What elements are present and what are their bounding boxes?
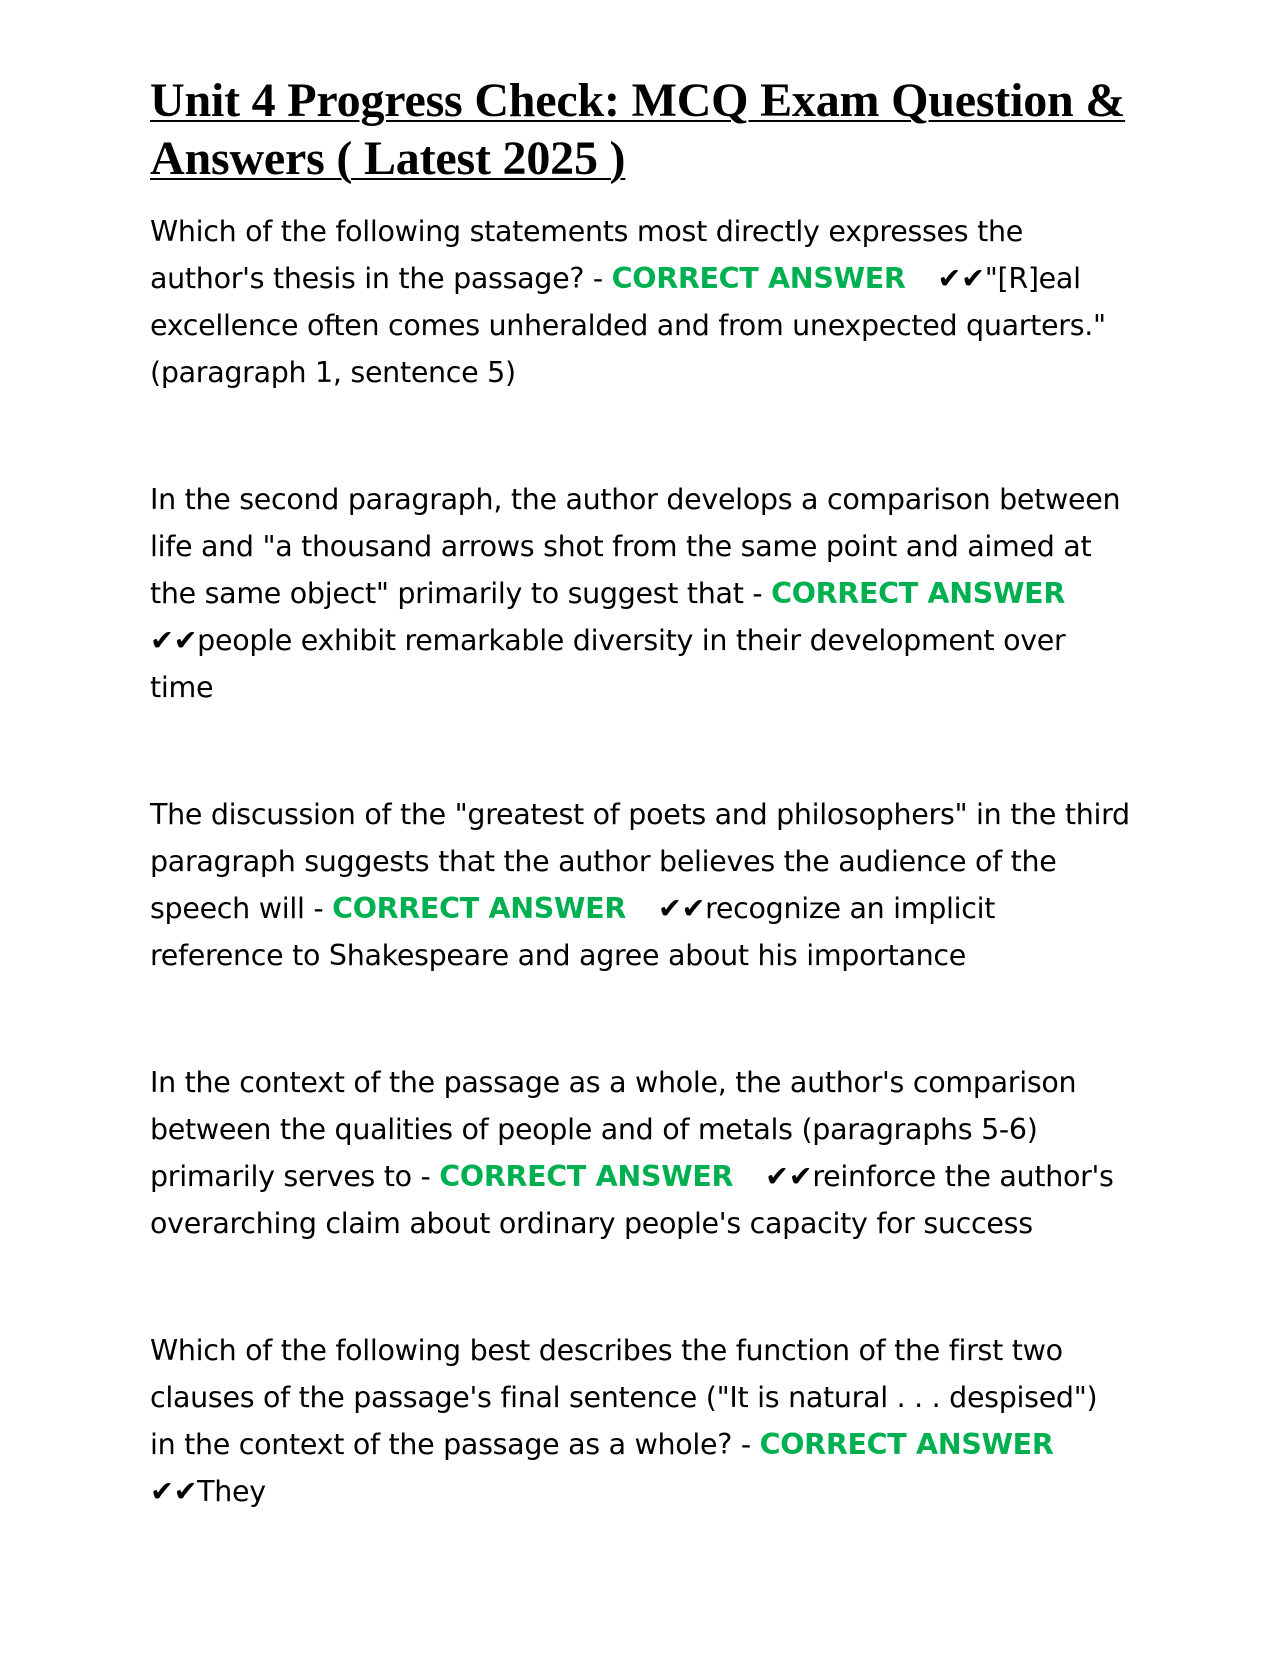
separator: - <box>592 262 603 295</box>
correct-answer-label: CORRECT ANSWER <box>611 262 906 295</box>
document-page <box>150 72 1130 1595</box>
check-icon: ✔✔ <box>150 1475 198 1508</box>
qa-item <box>150 791 1130 979</box>
question-text: In the context of the passage as a whole, the author's comparison between the qualities of people and of metals (paragraphs 5-6) primarily serves to <box>150 1066 1077 1193</box>
question-text: The discussion of the "greatest of poets and philosophers" in the third paragraph suggests that the author believes the audience of the speech will <box>150 798 1130 925</box>
correct-answer-label: CORRECT ANSWER <box>332 892 626 925</box>
separator: - <box>420 1160 431 1193</box>
check-icon: ✔✔ <box>765 1160 813 1193</box>
correct-answer-label: CORRECT ANSWER <box>439 1160 734 1193</box>
question-text: In the second paragraph, the author develops a comparison between life and "a thousand arrows shot from the same point and aimed at the same object" primarily to suggest that <box>150 483 1121 610</box>
qa-item <box>150 476 1130 711</box>
document-title: Unit 4 Progress Check: MCQ Exam Question & Answers ( Latest 2025 ) <box>150 74 1126 185</box>
separator: - <box>752 577 763 610</box>
correct-answer-label: CORRECT ANSWER <box>759 1428 1054 1461</box>
qa-item <box>150 1059 1130 1247</box>
check-icon: ✔✔ <box>937 262 985 295</box>
check-icon: ✔✔ <box>150 624 198 657</box>
question-text: Which of the following best describes the function of the first two clauses of the passage's final sentence ("It is natural . . . despised") in the context of the passage as a whole? <box>150 1334 1098 1461</box>
answer-text: They <box>197 1475 266 1508</box>
separator: - <box>313 892 324 925</box>
answer-text: people exhibit remarkable diversity in their development over time <box>150 624 1066 704</box>
qa-item <box>150 1327 1130 1515</box>
answer-text: reinforce the author's overarching claim about ordinary people's capacity for success <box>150 1160 1114 1240</box>
qa-item <box>150 208 1130 396</box>
answer-text: "[R]eal excellence often comes unheralded and from unexpected quarters." (paragraph 1, sentence 5) <box>150 262 1106 389</box>
separator: - <box>740 1428 751 1461</box>
question-text: Which of the following statements most directly expresses the author's thesis in the passage? <box>150 215 1023 295</box>
correct-answer-label: CORRECT ANSWER <box>771 577 1065 610</box>
check-icon: ✔✔ <box>657 892 706 925</box>
answer-text: recognize an implicit reference to Shakespeare and agree about his importance <box>150 892 996 972</box>
